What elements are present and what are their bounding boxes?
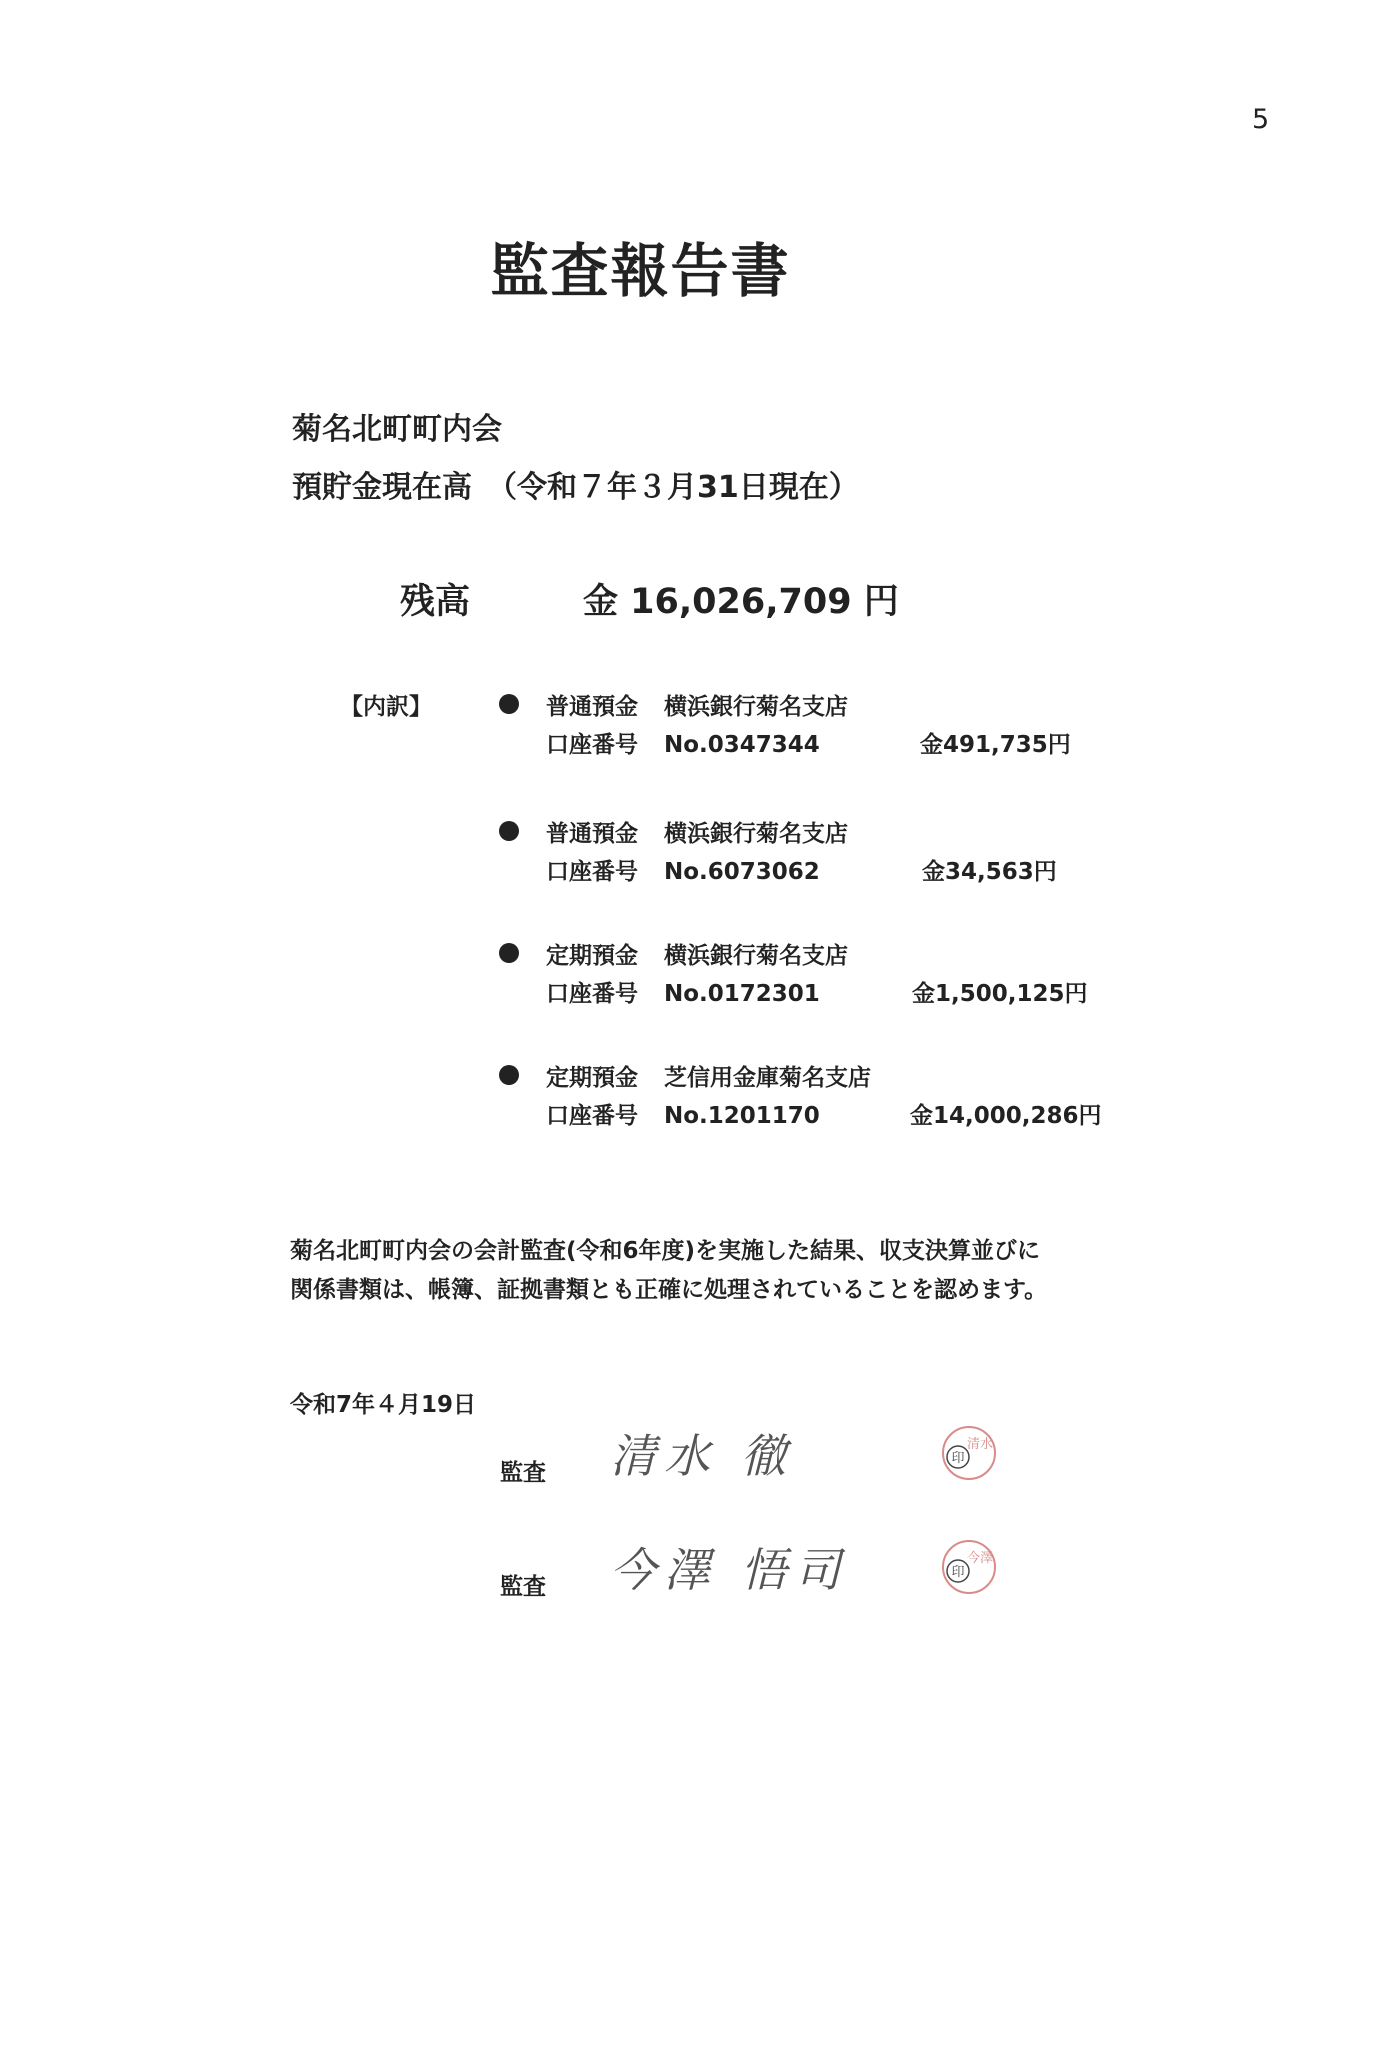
account-number-label: 口座番号	[546, 981, 638, 1007]
account-number-label: 口座番号	[546, 732, 638, 758]
account-bank: 芝信用金庫菊名支店	[664, 1065, 871, 1091]
auditor-role: 監査	[500, 1460, 546, 1486]
account-bank: 横浜銀行菊名支店	[664, 694, 848, 720]
account-line	[546, 937, 848, 970]
account-type: 普通預金	[546, 821, 638, 847]
seal-inner-text: 印	[951, 1451, 965, 1466]
bullet-icon	[499, 1065, 519, 1085]
account-bank: 横浜銀行菊名支店	[664, 943, 848, 969]
account-line	[546, 688, 848, 721]
account-number: No.6073062	[664, 859, 820, 885]
account-amount: 金1,500,125円	[912, 981, 1088, 1007]
account-number: No.1201170	[664, 1103, 820, 1129]
statement-line: 関係書類は、帳簿、証拠書類とも正確に処理されていることを認めます。	[290, 1277, 1048, 1303]
seal-name-text: 清水	[966, 1437, 994, 1452]
account-type: 定期預金	[546, 1065, 638, 1091]
account-bank: 横浜銀行菊名支店	[664, 821, 848, 847]
account-amount: 金14,000,286円	[910, 1103, 1102, 1129]
seal-stamp-icon	[940, 1424, 998, 1482]
bullet-icon	[499, 943, 519, 963]
account-number-label: 口座番号	[546, 1103, 638, 1129]
balance-amount: 金 16,026,709 円	[583, 582, 899, 622]
statement-line: 菊名北町町内会の会計監査(令和6年度)を実施した結果、収支決算並びに	[290, 1238, 1041, 1264]
report-date: 令和7年４月19日	[290, 1392, 477, 1418]
audit-statement	[290, 1232, 1047, 1310]
account-number: No.0172301	[664, 981, 820, 1007]
auditor-role: 監査	[500, 1574, 546, 1600]
document-title: 監査報告書	[490, 237, 791, 305]
account-number-line	[546, 726, 820, 759]
account-type: 定期預金	[546, 943, 638, 969]
account-line	[546, 815, 848, 848]
account-type: 普通預金	[546, 694, 638, 720]
account-number-label: 口座番号	[546, 859, 638, 885]
subtitle: 預貯金現在高 （令和７年３月31日現在）	[292, 470, 859, 505]
breakdown-label: 【内訳】	[340, 694, 432, 720]
organization-name: 菊名北町町内会	[292, 412, 502, 447]
handwritten-signature: 今澤 悟司	[610, 1543, 849, 1597]
account-amount: 金34,563円	[922, 859, 1057, 885]
seal-stamp-icon	[940, 1538, 998, 1596]
account-number-line	[546, 1097, 820, 1130]
page-number: 5	[1252, 104, 1270, 135]
account-line	[546, 1059, 871, 1092]
bullet-icon	[499, 694, 519, 714]
account-number-line	[546, 975, 820, 1008]
account-amount: 金491,735円	[920, 732, 1071, 758]
account-number: No.0347344	[664, 732, 820, 758]
seal-inner-text: 印	[951, 1565, 965, 1580]
balance-label: 残高	[400, 582, 471, 622]
account-number-line	[546, 853, 820, 886]
seal-name-text: 今澤	[966, 1551, 994, 1566]
handwritten-signature: 清水 徹	[610, 1429, 795, 1483]
bullet-icon	[499, 821, 519, 841]
